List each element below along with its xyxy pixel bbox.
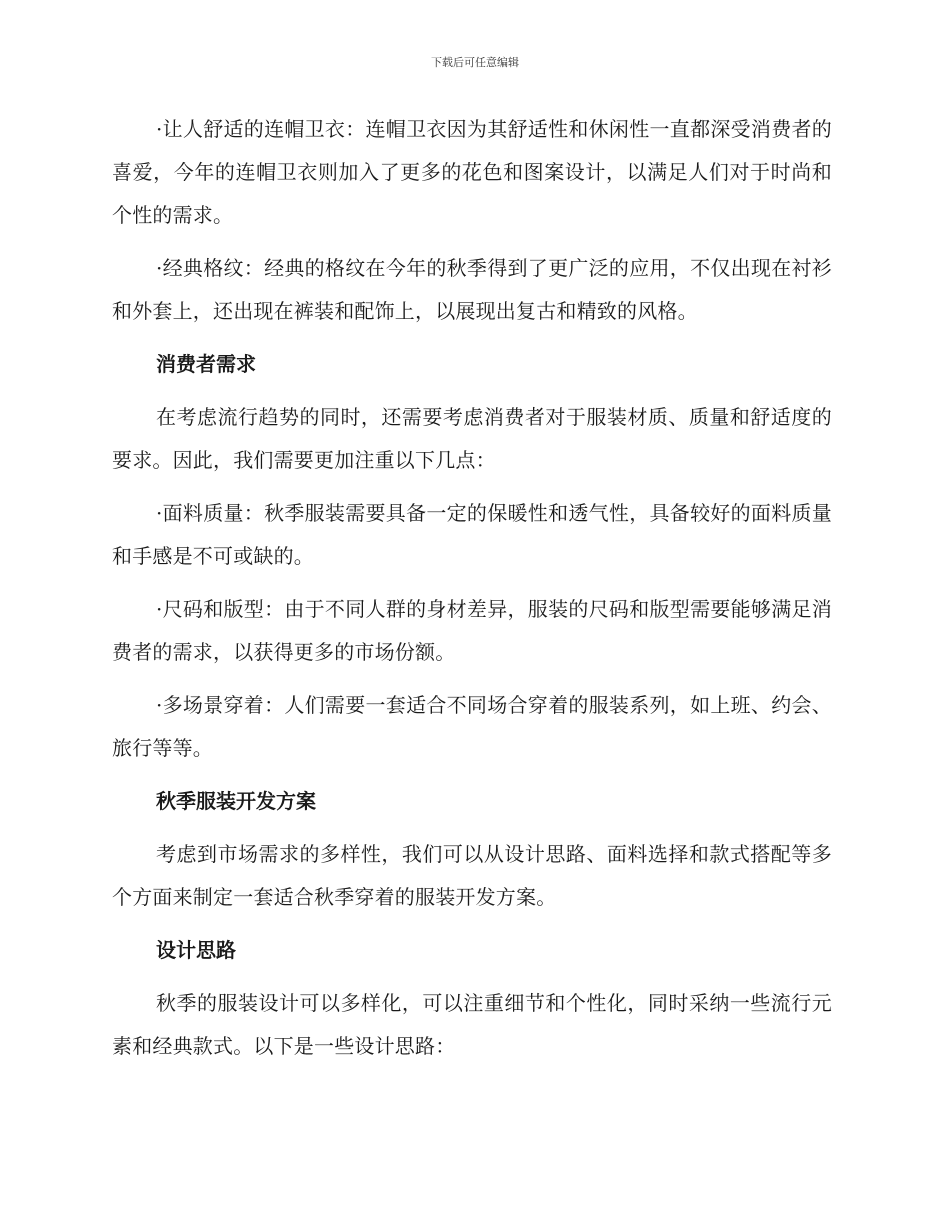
document-body [112,108,832,1078]
paragraph-multi-scene: ·多场景穿着：人们需要一套适合不同场合穿着的服装系列，如上班、约会、旅行等等。 [112,693,832,760]
paragraph-hoodie: ·让人舒适的连帽卫衣：连帽卫衣因为其舒适性和休闲性一直都深受消费者的喜爱，今年的连帽卫衣则加入了更多的花色和图案设计，以满足人们对于时尚和个性的需求。 [112,117,832,227]
paragraph-size-fit: ·尺码和版型：由于不同人群的身材差异，服装的尺码和版型需要能够满足消费者的需求，以获得更多的市场份额。 [112,597,832,664]
paragraph-consumer-intro: 在考虑流行趋势的同时，还需要考虑消费者对于服装材质、质量和舒适度的要求。因此，我们需要更加注重以下几点： [112,405,832,472]
heading-design-ideas: 设计思路 [156,938,236,962]
paragraph-plaid: ·经典格纹：经典的格纹在今年的秋季得到了更广泛的应用，不仅出现在衬衫和外套上，还出现在裤装和配饰上，以展现出复古和精致的风格。 [112,256,832,323]
page-header: 下载后可任意编辑 [431,56,519,69]
paragraph-design-intro: 秋季的服装设计可以多样化，可以注重细节和个性化，同时采纳一些流行元素和经典款式。以下是一些设计思路： [112,991,832,1058]
paragraph-plan-intro: 考虑到市场需求的多样性，我们可以从设计思路、面料选择和款式搭配等多个方面来制定一套适合秋季穿着的服装开发方案。 [112,842,832,909]
heading-development-plan: 秋季服装开发方案 [156,789,316,813]
heading-consumer-demand: 消费者需求 [156,352,256,376]
paragraph-fabric-quality: ·面料质量：秋季服装需要具备一定的保暖性和透气性，具备较好的面料质量和手感是不可或缺的。 [112,501,832,568]
